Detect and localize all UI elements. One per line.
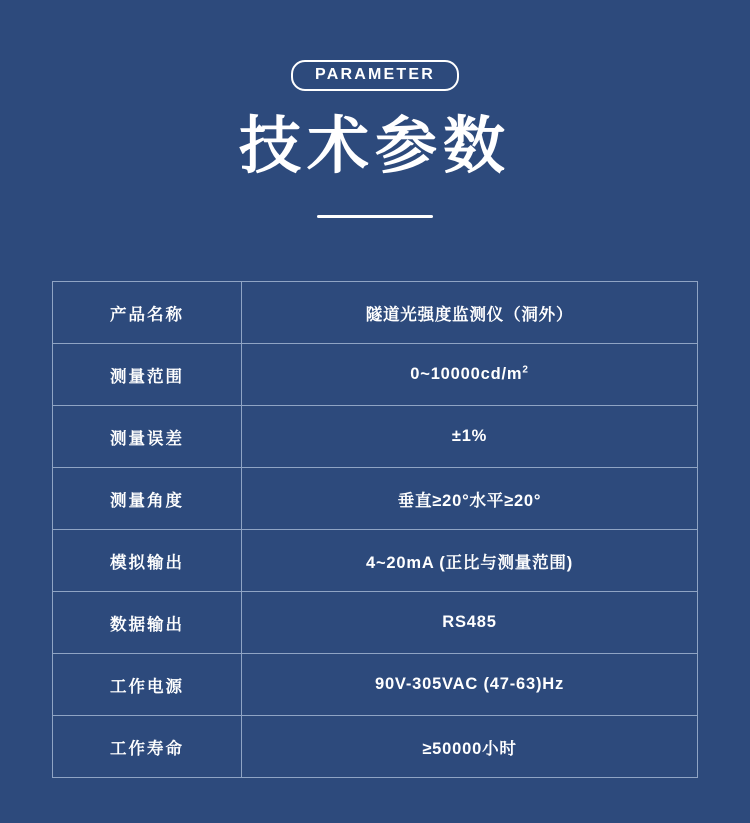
- spec-label: 模拟输出: [53, 530, 242, 592]
- spec-value: ±1%: [242, 406, 698, 468]
- spec-table-body: [53, 282, 698, 778]
- page-title: 技术参数: [238, 112, 511, 181]
- spec-value: ≥50000小时: [242, 716, 698, 778]
- spec-label: 测量误差: [53, 406, 242, 468]
- spec-value-superscript: 2: [522, 364, 529, 376]
- divider-container: [0, 205, 750, 223]
- spec-label: 测量角度: [53, 468, 242, 530]
- spec-value: 垂直≥20°水平≥20°: [242, 468, 698, 530]
- table-row: [53, 716, 698, 778]
- title-divider: [317, 215, 433, 218]
- spec-label: 工作寿命: [53, 716, 242, 778]
- spec-label: 产品名称: [53, 282, 242, 344]
- table-row: [53, 282, 698, 344]
- spec-value: 4~20mA (正比与测量范围): [242, 530, 698, 592]
- table-row: [53, 468, 698, 530]
- table-row: [53, 530, 698, 592]
- spec-label: 数据输出: [53, 592, 242, 654]
- spec-value: RS485: [242, 592, 698, 654]
- table-row: [53, 406, 698, 468]
- spec-table: [52, 281, 698, 778]
- spec-value: [242, 344, 698, 406]
- spec-label: 工作电源: [53, 654, 242, 716]
- spec-table-container: [52, 281, 698, 778]
- spec-label: 测量范围: [53, 344, 242, 406]
- table-row: [53, 344, 698, 406]
- table-row: [53, 654, 698, 716]
- table-row: [53, 592, 698, 654]
- spec-value: 隧道光强度监测仪（洞外）: [242, 282, 698, 344]
- parameter-badge: PARAMETER: [291, 60, 459, 91]
- spec-value: 90V-305VAC (47-63)Hz: [242, 654, 698, 716]
- badge-container: [0, 0, 750, 91]
- spec-value-text: 0~10000cd/m: [410, 365, 523, 384]
